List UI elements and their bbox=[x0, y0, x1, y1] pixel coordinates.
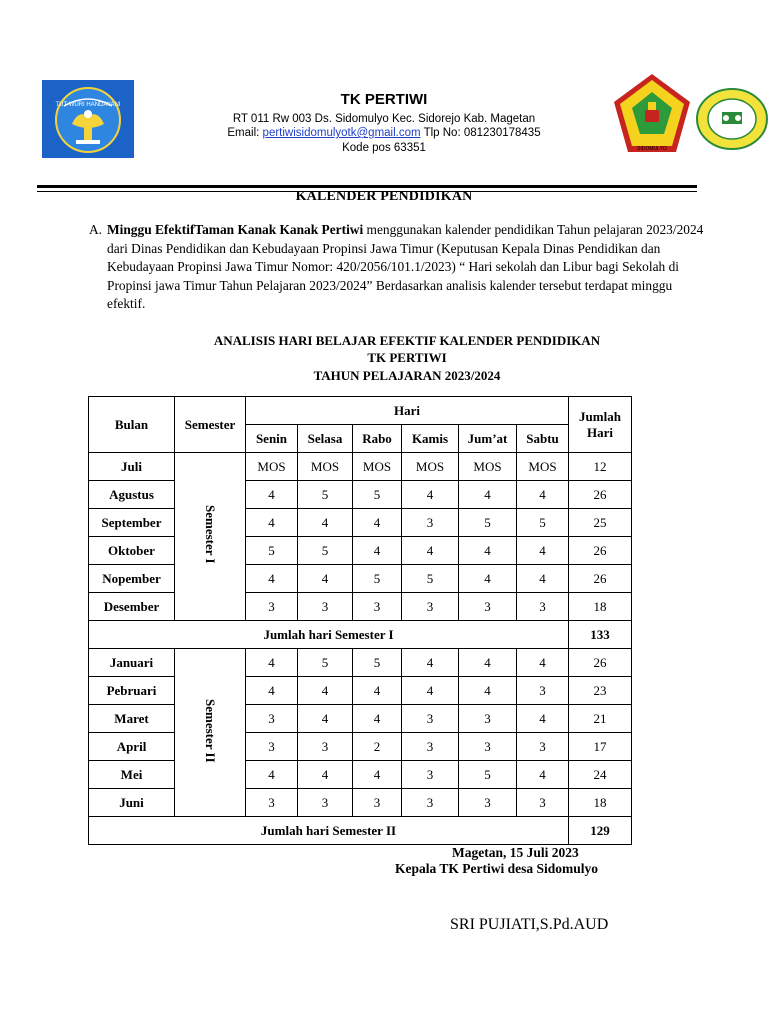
month-cell: Juni bbox=[89, 789, 175, 817]
month-total-cell: 18 bbox=[569, 593, 632, 621]
day-count-cell: 3 bbox=[517, 677, 569, 705]
day-count-cell: 3 bbox=[459, 593, 517, 621]
month-cell: Nopember bbox=[89, 565, 175, 593]
semester-cell bbox=[175, 649, 246, 817]
day-count-cell: 4 bbox=[246, 649, 298, 677]
analysis-title: ANALISIS HARI BELAJAR EFEKTIF KALENDER PENDIDIKAN bbox=[213, 333, 601, 348]
day-count-cell: 4 bbox=[353, 509, 402, 537]
day-count-cell: 5 bbox=[298, 537, 353, 565]
day-count-cell: 4 bbox=[246, 565, 298, 593]
email-label: Email: bbox=[227, 127, 260, 139]
day-count-cell: 4 bbox=[459, 565, 517, 593]
month-total-cell: 12 bbox=[569, 453, 632, 481]
month-cell: Maret bbox=[89, 705, 175, 733]
header-hari: Hari bbox=[246, 397, 569, 425]
school-name: TK PERTIWI bbox=[340, 91, 428, 108]
day-count-cell: 4 bbox=[517, 565, 569, 593]
day-count-cell: 4 bbox=[402, 677, 459, 705]
document-title: KALENDER PENDIDIKAN bbox=[295, 189, 473, 204]
svg-text:SIDOMULYO: SIDOMULYO bbox=[637, 146, 667, 152]
day-count-cell: 3 bbox=[246, 705, 298, 733]
day-count-cell: 4 bbox=[517, 649, 569, 677]
month-cell: Januari bbox=[89, 649, 175, 677]
header-day: Kamis bbox=[402, 425, 459, 453]
table-row bbox=[89, 789, 632, 817]
table-row bbox=[89, 593, 632, 621]
day-count-cell: MOS bbox=[459, 453, 517, 481]
semester1-rows bbox=[89, 453, 632, 621]
day-count-cell: 3 bbox=[517, 789, 569, 817]
semester1-total: 133 bbox=[569, 621, 632, 649]
month-total-cell: 18 bbox=[569, 789, 632, 817]
day-count-cell: 5 bbox=[402, 565, 459, 593]
day-count-cell: 4 bbox=[459, 537, 517, 565]
day-count-cell: 4 bbox=[246, 761, 298, 789]
day-count-cell: 3 bbox=[298, 789, 353, 817]
day-count-cell: 4 bbox=[298, 761, 353, 789]
semester-label: Semester II bbox=[203, 698, 218, 763]
email-link[interactable]: pertiwisidomulyotk@gmail.com bbox=[262, 127, 421, 139]
day-count-cell: 4 bbox=[298, 565, 353, 593]
day-count-cell: 4 bbox=[459, 649, 517, 677]
day-count-cell: 3 bbox=[402, 705, 459, 733]
signature-name: SRI PUJIATI,S.Pd.AUD bbox=[450, 916, 609, 933]
month-total-cell: 25 bbox=[569, 509, 632, 537]
day-count-cell: MOS bbox=[298, 453, 353, 481]
day-count-cell: 3 bbox=[402, 789, 459, 817]
header-day: Senin bbox=[246, 425, 298, 453]
month-total-cell: 24 bbox=[569, 761, 632, 789]
day-count-cell: MOS bbox=[246, 453, 298, 481]
day-count-cell: 4 bbox=[517, 761, 569, 789]
day-count-cell: 4 bbox=[246, 509, 298, 537]
day-count-cell: 4 bbox=[353, 761, 402, 789]
month-cell: Oktober bbox=[89, 537, 175, 565]
day-count-cell: 3 bbox=[298, 733, 353, 761]
svg-text:TUT WURI HANDAYANI: TUT WURI HANDAYANI bbox=[55, 102, 121, 108]
day-count-cell: 3 bbox=[402, 733, 459, 761]
month-cell: Juli bbox=[89, 453, 175, 481]
day-count-cell: 5 bbox=[459, 761, 517, 789]
semester2-total: 129 bbox=[569, 817, 632, 845]
analysis-year: TAHUN PELAJARAN 2023/2024 bbox=[313, 368, 501, 383]
header-bulan: Bulan bbox=[89, 397, 175, 453]
table-row bbox=[89, 565, 632, 593]
month-total-cell: 23 bbox=[569, 677, 632, 705]
day-count-cell: MOS bbox=[402, 453, 459, 481]
signature-place-date: Magetan, 15 Juli 2023 bbox=[452, 845, 579, 860]
day-count-cell: 5 bbox=[459, 509, 517, 537]
day-count-cell: 5 bbox=[353, 649, 402, 677]
table-row bbox=[89, 453, 632, 481]
month-total-cell: 17 bbox=[569, 733, 632, 761]
table-row bbox=[89, 677, 632, 705]
day-count-cell: 3 bbox=[353, 789, 402, 817]
paragraph-text: menggunakan kalender pendidikan Tahun pelajaran 2023/2024 dari Dinas Pendidikan dan Kebudayaan Propinsi Jawa Timur (Keputusan Kepala Dinas Pendidikan dan Kebudayaan Propinsi Jawa Timur Nomor: 420/2056/101.1/2023) “ Hari sekolah dan Libur bagi Sekolah di Propinsi jawa Timur Tahun Pelajaran 2023/2024” Berdasarkan analisis kalender tersebut terdapat minggu efektif. bbox=[107, 222, 704, 311]
postal-code: Kode pos 63351 bbox=[342, 142, 426, 154]
day-count-cell: 3 bbox=[459, 733, 517, 761]
day-count-cell: 3 bbox=[517, 593, 569, 621]
day-count-cell: 4 bbox=[517, 481, 569, 509]
header-semester: Semester bbox=[175, 397, 246, 453]
month-cell: April bbox=[89, 733, 175, 761]
table-row bbox=[89, 705, 632, 733]
month-total-cell: 21 bbox=[569, 705, 632, 733]
day-count-cell: 3 bbox=[298, 593, 353, 621]
day-count-cell: 5 bbox=[298, 649, 353, 677]
day-count-cell: 2 bbox=[353, 733, 402, 761]
tk-pertiwi-logo bbox=[610, 72, 694, 156]
phone-number: Tlp No: 081230178435 bbox=[423, 127, 541, 139]
header-day: Selasa bbox=[298, 425, 353, 453]
signature-position: Kepala TK Pertiwi desa Sidomulyo bbox=[395, 861, 599, 876]
day-count-cell: 4 bbox=[459, 677, 517, 705]
day-count-cell: 4 bbox=[353, 677, 402, 705]
table-row bbox=[89, 481, 632, 509]
header-day: Jum’at bbox=[459, 425, 517, 453]
day-count-cell: 4 bbox=[402, 481, 459, 509]
table-row bbox=[89, 537, 632, 565]
paragraph-bold: Minggu EfektifTaman Kanak Kanak Pertiwi bbox=[107, 222, 364, 237]
semester1-total-label: Jumlah hari Semester I bbox=[89, 621, 569, 649]
paragraph-label: A. bbox=[89, 222, 103, 237]
day-count-cell: 3 bbox=[402, 593, 459, 621]
day-count-cell: 3 bbox=[353, 593, 402, 621]
day-count-cell: 4 bbox=[517, 537, 569, 565]
semester-cell bbox=[175, 453, 246, 621]
month-total-cell: 26 bbox=[569, 649, 632, 677]
day-count-cell: 5 bbox=[246, 537, 298, 565]
day-count-cell: 4 bbox=[298, 509, 353, 537]
day-count-cell: MOS bbox=[353, 453, 402, 481]
table-row bbox=[89, 733, 632, 761]
tk-emblem-logo bbox=[696, 88, 768, 150]
day-count-cell: 4 bbox=[246, 677, 298, 705]
day-count-cell: 5 bbox=[353, 565, 402, 593]
analysis-school: TK PERTIWI bbox=[367, 350, 447, 365]
month-cell: September bbox=[89, 509, 175, 537]
calendar-table bbox=[88, 396, 632, 845]
table-row bbox=[89, 509, 632, 537]
day-count-cell: 4 bbox=[402, 649, 459, 677]
day-count-cell: 3 bbox=[246, 593, 298, 621]
month-total-cell: 26 bbox=[569, 481, 632, 509]
day-count-cell: 4 bbox=[298, 705, 353, 733]
day-count-cell: 3 bbox=[459, 705, 517, 733]
month-total-cell: 26 bbox=[569, 565, 632, 593]
semester-label: Semester I bbox=[203, 505, 218, 564]
header-jumlah: Jumlah Hari bbox=[569, 397, 632, 453]
day-count-cell: 3 bbox=[517, 733, 569, 761]
intro-paragraph bbox=[89, 221, 709, 314]
table-row bbox=[89, 649, 632, 677]
day-count-cell: 3 bbox=[246, 733, 298, 761]
table-row bbox=[89, 761, 632, 789]
day-count-cell: 3 bbox=[402, 761, 459, 789]
day-count-cell: 4 bbox=[353, 705, 402, 733]
day-count-cell: 3 bbox=[246, 789, 298, 817]
day-count-cell: 4 bbox=[298, 677, 353, 705]
day-count-cell: 5 bbox=[517, 509, 569, 537]
day-count-cell: 4 bbox=[517, 705, 569, 733]
month-cell: Agustus bbox=[89, 481, 175, 509]
day-count-cell: 3 bbox=[402, 509, 459, 537]
month-total-cell: 26 bbox=[569, 537, 632, 565]
day-count-cell: 4 bbox=[353, 537, 402, 565]
header-day: Rabo bbox=[353, 425, 402, 453]
semester2-rows bbox=[89, 649, 632, 817]
day-count-cell: 5 bbox=[298, 481, 353, 509]
month-cell: Desember bbox=[89, 593, 175, 621]
month-cell: Pebruari bbox=[89, 677, 175, 705]
day-count-cell: 4 bbox=[246, 481, 298, 509]
day-count-cell: 4 bbox=[459, 481, 517, 509]
semester2-total-label: Jumlah hari Semester II bbox=[89, 817, 569, 845]
day-count-cell: 3 bbox=[459, 789, 517, 817]
school-address: RT 011 Rw 003 Ds. Sidomulyo Kec. Sidorejo Kab. Magetan bbox=[232, 113, 536, 125]
day-count-cell: 4 bbox=[402, 537, 459, 565]
day-count-cell: MOS bbox=[517, 453, 569, 481]
header-divider-thick bbox=[37, 185, 697, 188]
header-day: Sabtu bbox=[517, 425, 569, 453]
month-cell: Mei bbox=[89, 761, 175, 789]
day-count-cell: 5 bbox=[353, 481, 402, 509]
